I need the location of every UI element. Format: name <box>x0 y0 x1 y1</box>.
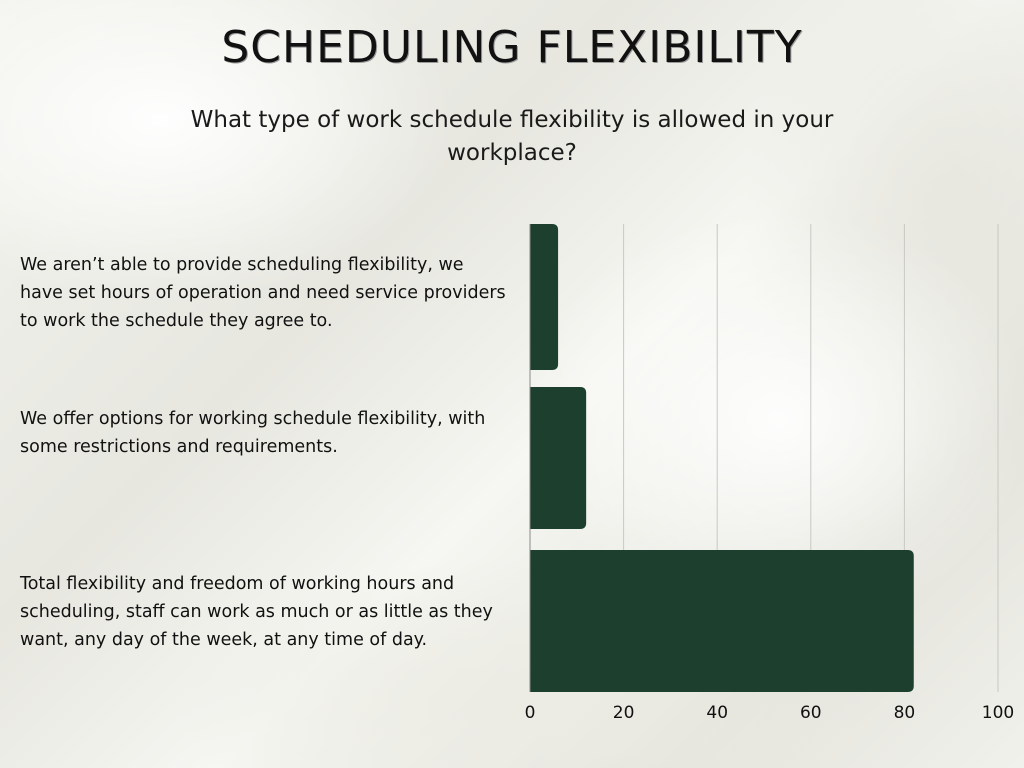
chart-title: SCHEDULING FLEXIBILITY <box>221 22 803 73</box>
x-tick-label-40: 40 <box>706 703 729 723</box>
bar-0 <box>530 224 558 370</box>
x-tick-label-60: 60 <box>799 703 822 723</box>
bar-2 <box>530 550 914 692</box>
category-label-total-flexibility: Total flexibility and freedom of working hours and scheduling, staff can work as much or as little as they want, any day of the week, at any time of day. <box>20 574 493 650</box>
category-label-no-flexibility: We aren’t able to provide scheduling flexibility, we have set hours of operation and need service providers to work the schedule they agree to. <box>20 255 506 331</box>
x-tick-label-0: 0 <box>524 703 536 723</box>
category-label-some-flexibility: We offer options for working schedule flexibility, with some restrictions and requirements. <box>20 409 486 457</box>
bar-1 <box>530 387 586 529</box>
chart-subtitle: What type of work schedule flexibility is allowed in your workplace? <box>190 107 834 166</box>
x-tick-label-80: 80 <box>893 703 916 723</box>
x-tick-label-100: 100 <box>981 703 1015 723</box>
x-tick-label-20: 20 <box>612 703 635 723</box>
